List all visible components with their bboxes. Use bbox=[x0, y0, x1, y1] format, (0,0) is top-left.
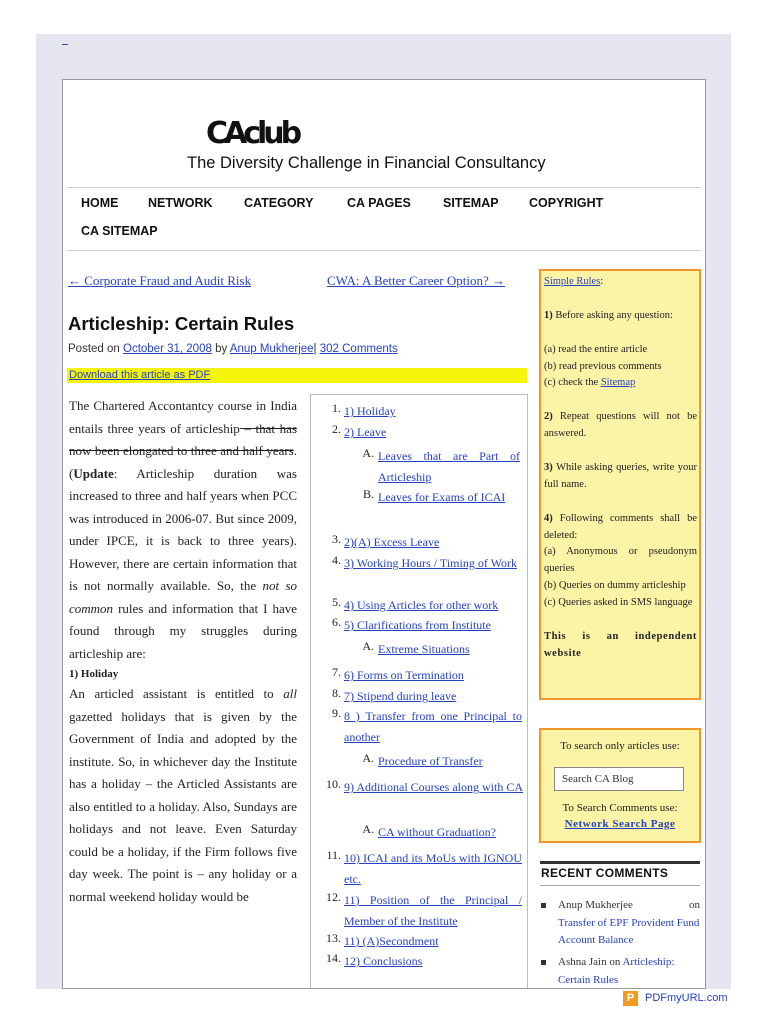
holiday-emphasis: all bbox=[283, 686, 297, 701]
nav-network[interactable]: NETWORK bbox=[148, 196, 213, 210]
post-title: Articleship: Certain Rules bbox=[68, 313, 295, 334]
bullet-icon bbox=[541, 903, 546, 908]
comments-count-link[interactable]: 302 Comments bbox=[319, 343, 398, 355]
pdfmyurl-text: PDFmyURL.com bbox=[645, 992, 728, 1004]
pdf-download-bar bbox=[67, 368, 527, 383]
rule-1-c: (c) check the Sitemap bbox=[544, 377, 636, 389]
table-of-contents: 1. 1) Holiday 2. 2) Leave A. Leaves that are Part of Articleship B. Leaves for Exams of ICAI 3. 2)(A) Excess Leave 4. 3) Working Hours / Timing of Work 5. 4) Using Articles for other work 6. 5) Clarifications from Institute A. Extreme Situations 7. 6) Forms on Termination 8. 7) Stipend during leave 9. 8 ) Transfer from one Principal to another A. Procedure of Transfer 10. 9) Additional Courses along with CA A. CA without Graduation? 11. 10) ICAI and its MoUs with IGNOU etc. 12. 11) Position of the Principal / Member of the Institute 13. 11) (A)Secondment 14. 12) Conclusions bbox=[310, 394, 528, 989]
pdf-download-link[interactable]: Download this article as PDF bbox=[69, 369, 211, 381]
site-tagline: The Diversity Challenge in Financial Consultancy bbox=[187, 154, 546, 172]
toc-link[interactable]: 5) Clarifications from Institute bbox=[344, 618, 491, 632]
holiday-paragraph bbox=[69, 683, 297, 908]
search-input[interactable]: Search CA Blog bbox=[554, 767, 684, 791]
intro-text-2: . ( bbox=[69, 443, 297, 481]
toc-link[interactable]: 10) ICAI and its MoUs with IGNOU etc. bbox=[344, 851, 522, 886]
rule-3: 3) While asking queries, write your full name. bbox=[544, 461, 697, 490]
rule-4-a: (a) Anonymous or pseudonym queries bbox=[544, 546, 697, 575]
site-logo[interactable]: CAclub bbox=[206, 116, 299, 151]
nav-copyright[interactable]: COPYRIGHT bbox=[529, 196, 604, 210]
intro-paragraph bbox=[69, 395, 297, 665]
post-meta bbox=[68, 343, 398, 355]
independent-notice: This is an independent website bbox=[544, 630, 697, 659]
comment-post-link[interactable]: Articleship: Certain Rules bbox=[558, 956, 675, 986]
nav-sitemap[interactable]: SITEMAP bbox=[443, 196, 499, 210]
toc-link[interactable]: 7) Stipend during leave bbox=[344, 689, 457, 703]
next-post-link[interactable]: CWA: A Better Career Option? → bbox=[327, 273, 505, 288]
bullet-icon bbox=[541, 960, 546, 965]
nav-home[interactable]: HOME bbox=[81, 196, 119, 210]
intro-emphasis: not so common bbox=[69, 578, 298, 616]
top-link[interactable] bbox=[62, 44, 68, 45]
holiday-text-2: gazetted holidays that is given by the Government of India and adopted by the institute. So, in whichever day the Institute has a holiday – the Articled Assistants are also entitled to a holiday. Also, Sundays are holidays and not leave. Even Saturday could be a holiday, if the Firm follows five day week. The point is – any holiday or a normal weekend holiday would be bbox=[69, 708, 297, 904]
rule-1-b: (b) read previous comments bbox=[544, 360, 662, 372]
page-content: CAclub The Diversity Challenge in Financial Consultancy HOME NETWORK CATEGORY CA PAGES SITEMAP COPYRIGHT CA SITEMAP ← Corporate Fraud and Audit Risk CWA: A Better Career Option? → Articleship: Certain Rules Posted on October 31, 2008 by Anup Mukherjee| 302 Comments Download this article as PDF The Chartered Accontantcy course in India entails three years of articleship – that has now been elongated to three and half years. (Update: Articleship duration was increased to three and half years when PCC was introduced in 2006-07. But since 2009, under IPCE, it is back to three years). However, there are certain information that is not normally available. So, the not so common rules and information that I have found through my struggles during articleship are: 1) Holiday An articled assistant is entitled to all gazetted holidays that is given by the Government of India and adopted by the institute. So, in whichever day the Institute has a holiday – the Articled Assistants are also entitled to a holiday. Also, Sundays are holidays and not leave. Even Saturday could be a holiday, if the Firm follows five day week. The point is – any holiday or a normal weekend holiday would be 1. 1) Holiday 2. 2) Leave A. Leaves that are Part of Articleship B. Leaves for Exams of ICAI 3. 2)(A) Excess Leave 4. 3) Working Hours / Timing of Work 5. 4) Using Articles for other work 6. 5) Clarifications from Institute A. Extreme Situations 7. 6) Forms on Termination 8. 7) Stipend during leave 9. 8 ) Transfer from one Principal to another A. Procedure of Transfer 10. 9) Additional Courses along with CA A. CA without Graduation? 11. 10) ICAI and its MoUs with IGNOU etc. 12. 11) Position of the Principal / Member of the Institute 13. 11) (A)Secondment 14. 12) Conclusions Simple Rules: 1) Before asking any question: (a) read the entire article (b) read previous comments (c) check the Sitemap 2) Repeat questions will not be answered. 3) While asking queries, write your full name. 4) Following comments shall be deleted: (a) Anonymous or pseudonym queries (b) Queries on dummy articleship (c) Queries asked in SMS language This is an independent website To search only articles use: Search CA Blog To Search Comments use: Network Search Page RECENT COMMENTS Anup Mukherjee on Transfer of EPF Provident Fund Account Balance Ashna Jain on Articleship: Certain Rules bbox=[62, 79, 706, 989]
sitemap-link[interactable]: Sitemap bbox=[600, 377, 636, 389]
search-comments-label: To Search Comments use: bbox=[562, 802, 678, 814]
toc-link[interactable]: 12) Conclusions bbox=[344, 954, 423, 968]
toc-link[interactable]: Leaves that are Part of Articleship bbox=[378, 449, 520, 484]
nav-category[interactable]: CATEGORY bbox=[244, 196, 314, 210]
meta-by: by bbox=[215, 343, 228, 355]
post-date-link[interactable]: October 31, 2008 bbox=[123, 343, 212, 355]
rules-heading: Simple Rules: bbox=[544, 276, 604, 287]
comment-author: Ashna Jain bbox=[558, 956, 607, 968]
pdfmyurl-icon: P bbox=[623, 991, 638, 1006]
meta-separator: | bbox=[313, 343, 317, 355]
comment-post-link[interactable]: Transfer of EPF Provident Fund Account Balance bbox=[558, 916, 700, 946]
rule-1-a: (a) read the entire article bbox=[544, 343, 648, 355]
nav-ca-pages[interactable]: CA PAGES bbox=[347, 196, 411, 210]
nav-divider-bottom bbox=[67, 250, 701, 251]
network-search-link[interactable]: Network Search Page bbox=[564, 818, 676, 830]
rule-4: 4) Following comments shall be deleted: bbox=[544, 512, 697, 541]
simple-rules-link[interactable]: Simple Rules bbox=[544, 276, 601, 287]
toc-link[interactable]: Extreme Situations bbox=[378, 642, 470, 656]
recent-comments-divider bbox=[540, 885, 700, 886]
nav-ca-sitemap[interactable]: CA SITEMAP bbox=[81, 224, 158, 238]
toc-link[interactable]: 9) Additional Courses along with CA bbox=[344, 780, 523, 794]
intro-update-label: Update bbox=[73, 465, 114, 481]
toc-link[interactable]: 2) Leave bbox=[344, 425, 387, 439]
intro-text-1: The Chartered Accontantcy course in India entails three years of articleship bbox=[69, 398, 297, 436]
rule-2: 2) Repeat questions will not be answered. bbox=[544, 411, 697, 440]
holiday-heading: 1) Holiday bbox=[69, 668, 119, 680]
intro-text-4: rules and information that I have found through my struggles during articleship are: bbox=[69, 600, 297, 661]
toc-link[interactable]: CA without Graduation? bbox=[378, 825, 496, 839]
recent-comments-title: RECENT COMMENTS bbox=[541, 866, 669, 880]
intro-strikethrough: – that has now been elongated to three and half years bbox=[69, 420, 297, 458]
toc-link[interactable]: 1) Holiday bbox=[344, 404, 396, 418]
rule-4-c: (c) Queries asked in SMS language bbox=[544, 597, 693, 609]
simple-rules-box bbox=[539, 269, 701, 700]
intro-text-3: : Articleship duration was increased to three and half years when PCC was introduced in 2006-07. But since 2009, under IPCE, it is back to three years). However, there are certain information that is not normally available. So, the bbox=[69, 465, 297, 593]
toc-link[interactable]: 6) Forms on Termination bbox=[344, 668, 464, 682]
toc-link[interactable]: 4) Using Articles for other work bbox=[344, 598, 499, 612]
toc-link[interactable]: 11) Position of the Principal / Member of the Institute bbox=[344, 893, 522, 928]
recent-comments-rule bbox=[540, 861, 700, 864]
rule-1: 1) Before asking any question: bbox=[544, 309, 673, 321]
holiday-text-1: An articled assistant is entitled to bbox=[69, 686, 284, 701]
toc-link[interactable]: Leaves for Exams of ICAI bbox=[378, 490, 506, 504]
search-label: To search only articles use: bbox=[560, 740, 680, 752]
nav-divider-top bbox=[67, 187, 701, 188]
meta-posted-on: Posted on bbox=[68, 343, 120, 355]
comment-author: Anup Mukherjee bbox=[558, 899, 633, 911]
previous-post-link[interactable]: ← Corporate Fraud and Audit Risk bbox=[68, 273, 252, 288]
search-widget bbox=[539, 728, 701, 843]
toc-link[interactable]: 2)(A) Excess Leave bbox=[344, 535, 440, 549]
article-body bbox=[69, 395, 297, 908]
author-link[interactable]: Anup Mukherjee bbox=[229, 343, 314, 355]
toc-link[interactable]: 3) Working Hours / Timing of Work bbox=[344, 556, 517, 570]
toc-link[interactable]: 11) (A)Secondment bbox=[344, 934, 439, 948]
rule-4-b: (b) Queries on dummy articleship bbox=[544, 580, 686, 592]
toc-link[interactable]: 8 ) Transfer from one Principal to another bbox=[344, 709, 522, 744]
toc-link[interactable]: Procedure of Transfer bbox=[378, 754, 483, 768]
